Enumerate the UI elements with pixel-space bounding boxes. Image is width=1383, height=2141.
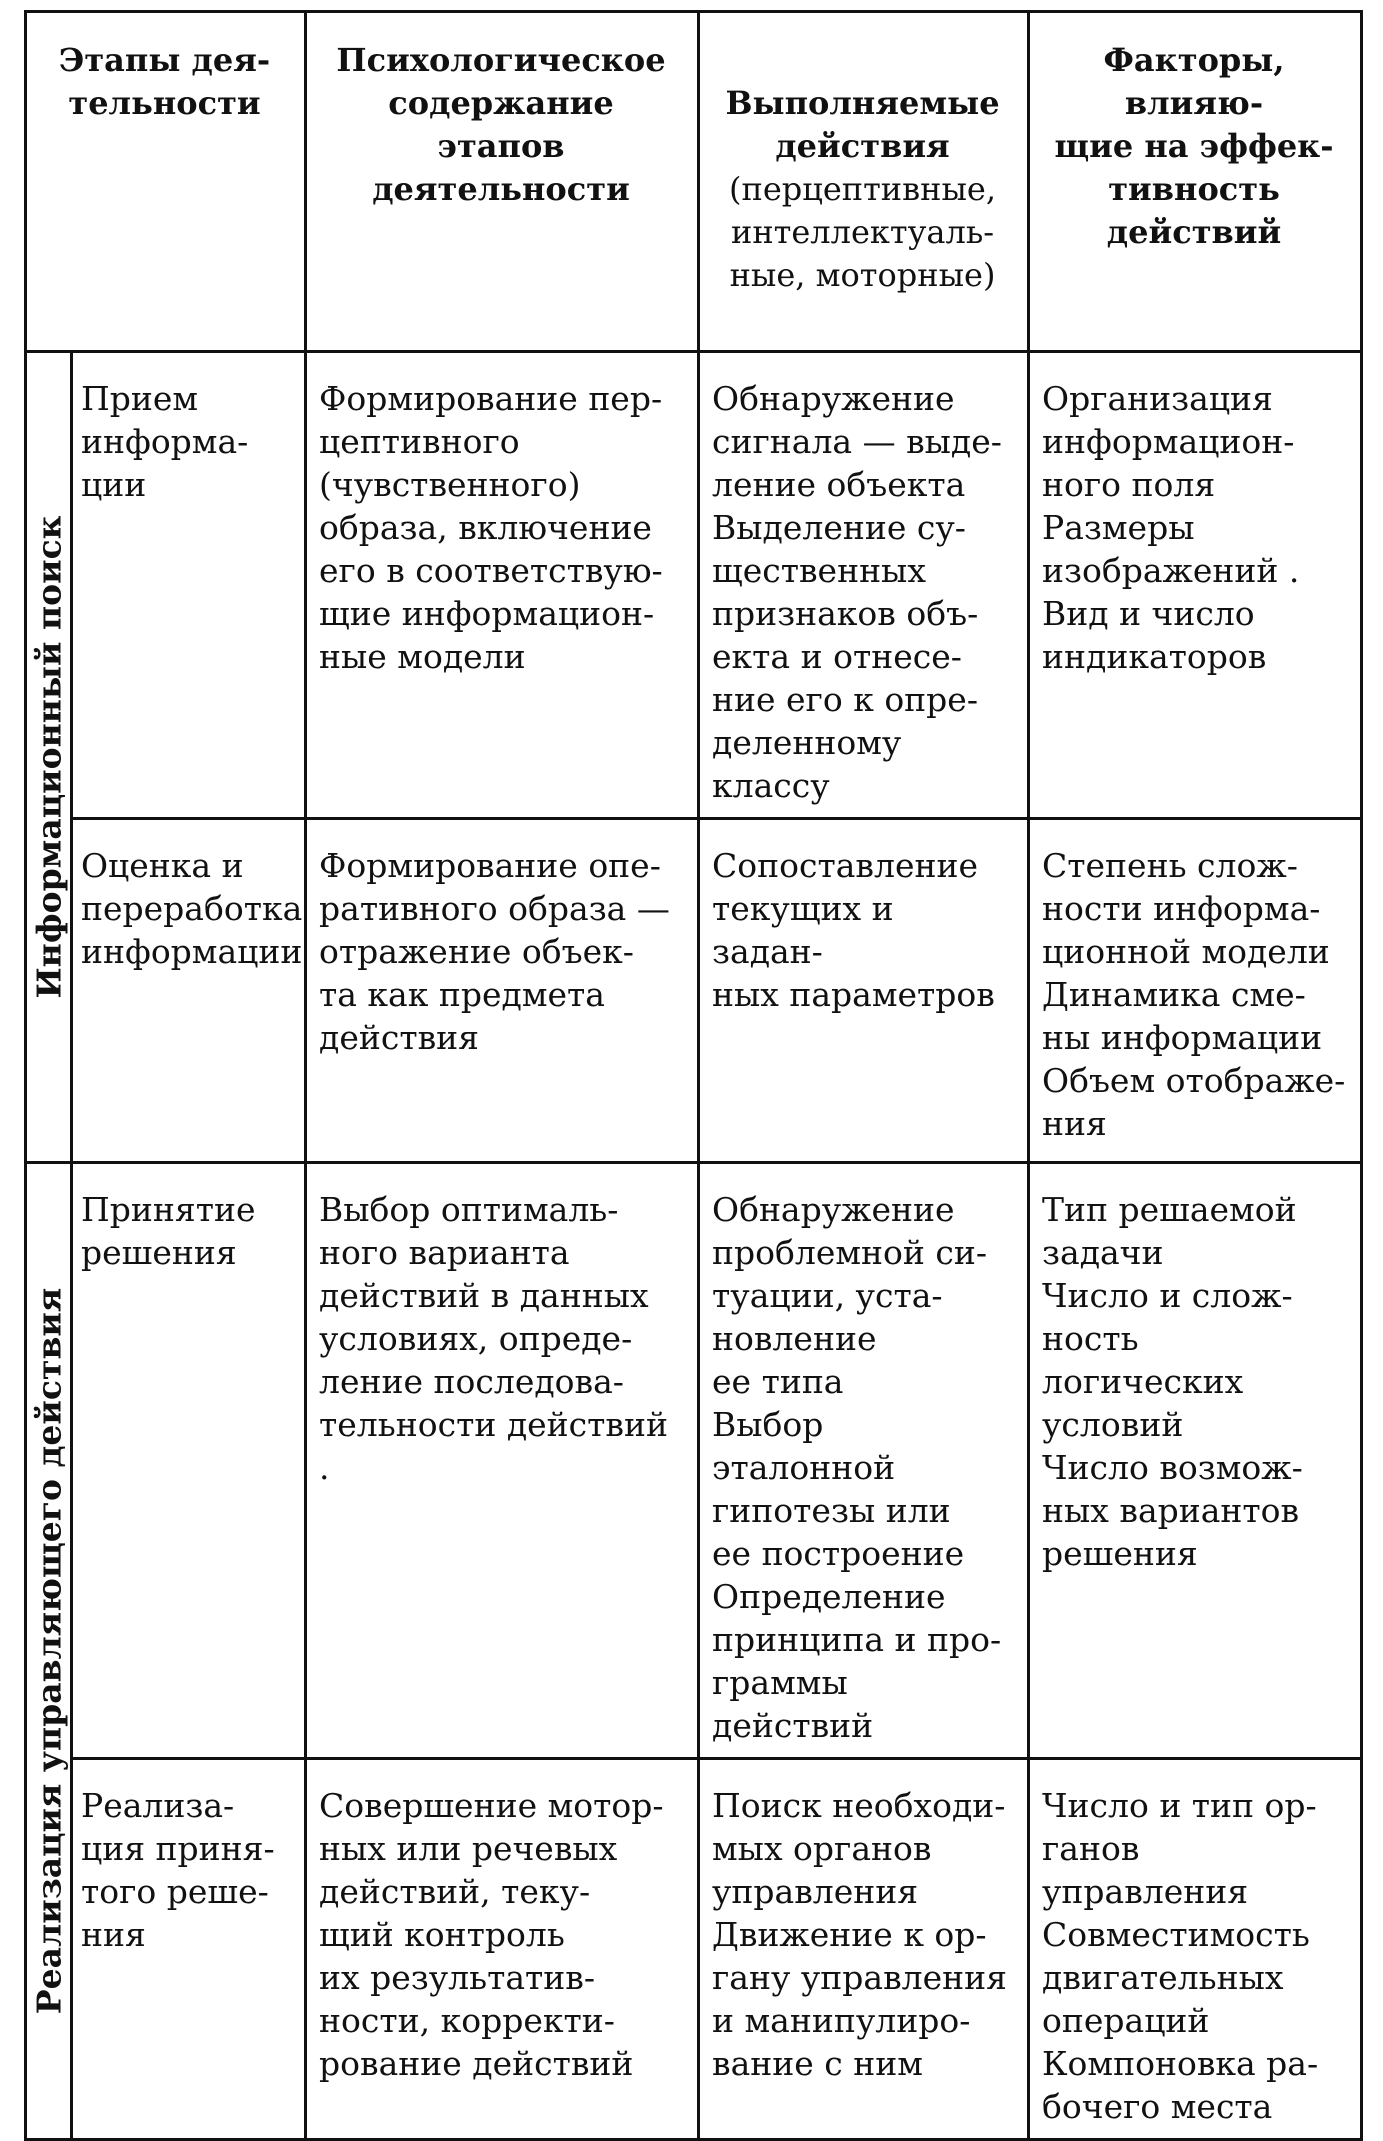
header-actions-title: Выполняемые действия <box>725 84 1000 165</box>
table-row <box>26 1163 1362 1759</box>
actions-cell: Обнаружение проблемной си- туации, уста- новление ее типа Выбор эталонной гипотезы или ее построение Определение принципа и про- граммы действий <box>699 1163 1029 1759</box>
factors-cell: Степень слож- ности информа- ционной модели Динамика сме- ны информации Объем отображе- ния <box>1029 819 1362 1163</box>
factors-cell: Число и тип ор- ганов управления Совместимость двигательных операций Компоновка ра- бочего места <box>1029 1759 1362 2140</box>
psych-cell: Совершение мотор- ных или речевых действий, теку- щий контроль их результатив- ности, корректи- рование действий <box>306 1759 699 2140</box>
header-psych-content: Психологическое содержание этапов деятельности <box>306 12 699 352</box>
group-label-cell <box>26 352 72 1163</box>
actions-cell: Сопоставление текущих и задан- ных параметров <box>699 819 1029 1163</box>
stage-cell: Принятие решения <box>72 1163 306 1759</box>
header-row <box>26 12 1362 352</box>
factors-cell: Тип решаемой задачи Число и слож- ность логических условий Число возмож- ных вариантов решения <box>1029 1163 1362 1759</box>
header-factors: Факторы, влияю- щие на эффек- тивность действий <box>1029 12 1362 352</box>
group-label: Реализация управляющего действия <box>29 1287 68 2015</box>
actions-cell: Поиск необходи- мых органов управления Движение к ор- гану управления и манипулиро- вание с ним <box>699 1759 1029 2140</box>
header-actions-subtitle: (перцептивные, интеллектуаль- ные, моторные) <box>729 170 997 294</box>
activity-stages-table <box>24 10 1363 2141</box>
psych-cell: Выбор оптималь- ного варианта действий в данных условиях, опреде- ление последова- тельности действий . <box>306 1163 699 1759</box>
stage-cell: Прием информа- ции <box>72 352 306 819</box>
stage-cell: Реализа- ция приня- того реше- ния <box>72 1759 306 2140</box>
table-row <box>26 352 1362 819</box>
psych-cell: Формирование пер- цептивного (чувственного) образа, включение его в соответствую- щие информацион- ные модели <box>306 352 699 819</box>
group-label-cell <box>26 1163 72 2140</box>
table-row <box>26 1759 1362 2140</box>
header-stage: Этапы дея- тельности <box>26 12 306 352</box>
table-row <box>26 819 1362 1163</box>
group-label: Информационный поиск <box>29 515 68 999</box>
psych-cell: Формирование опе- ративного образа — отражение объек- та как предмета действия <box>306 819 699 1163</box>
factors-cell: Организация информацион- ного поля Размеры изображений . Вид и число индикаторов <box>1029 352 1362 819</box>
actions-cell: Обнаружение сигнала — выде- ление объекта Выделение су- щественных признаков объ- екта и отнесе- ние его к опре- деленному классу <box>699 352 1029 819</box>
header-actions <box>699 12 1029 352</box>
stage-cell: Оценка и переработка информации <box>72 819 306 1163</box>
